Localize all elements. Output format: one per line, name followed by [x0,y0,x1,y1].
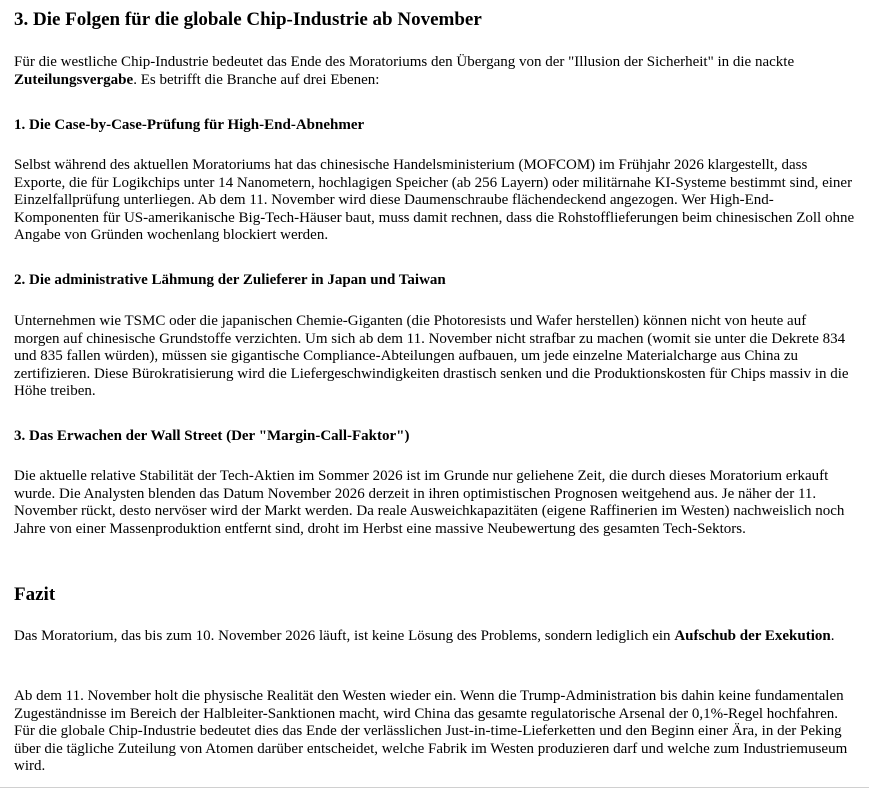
section-heading: 3. Die Folgen für die globale Chip-Industrie ab November [14,9,482,30]
intro-text-end: . Es betrifft die Branche auf drei Ebenen: [133,71,380,88]
fazit-heading: Fazit [14,584,56,605]
intro-bold-term: Zuteilungsvergabe [14,71,134,88]
subsection-paragraph-1: Selbst während des aktuellen Moratoriums hat das chinesische Handelsministerium (MOFCOM) im Frühjahr 2026 klargestellt, dass Exporte, die für Logikchips unter 14 Nanometern, hochlagigen Speicher (ab 256 Layern) oder militärnahe KI-Systeme bestimmt sind, einer Einzelfallprüfung unterliegen. Ab dem 11. November wird diese Daumenschraube flächendeckend angezogen. Wer High-End-Komponenten für US-amerikanische Big-Tech-Häuser baut, muss damit rechnen, dass die Rohstofflieferungen beim chinesischen Zoll ohne Angabe von Gründen wochenlang blockiert werden. [14,157,855,243]
fazit-text-end: . [830,628,835,644]
bottom-divider [0,787,869,788]
subsection-paragraph-2: Unternehmen wie TSMC oder die japanischen Chemie-Giganten (die Photoresists und Wafer herstellen) können nicht von heute auf morgen auf chinesische Grundstoffe verzichten. Um sich ab dem 11. November nicht strafbar zu machen (womit sie unter die Dekrete 834 und 835 fallen würden), müssen sie gigantische Compliance-Abteilungen aufbauen, um jede einzelne Materialcharge aus China zu zertifizieren. Diese Bürokratisierung wird die Liefergeschwindigkeiten drastisch senken und die Produktionskosten für Chips massiv in die Höhe treiben. [14,313,849,399]
intro-paragraph [14,54,855,89]
fazit-paragraph-1 [14,628,855,646]
subsection-heading-3: 3. Das Erwachen der Wall Street (Der "Margin-Call-Faktor") [14,428,410,444]
fazit-bold-term: Aufschub der Exekution [674,628,831,644]
fazit-paragraph-2: Ab dem 11. November holt die physische Realität den Westen wieder ein. Wenn die Trump-Administration bis dahin keine fundamentalen Zugeständnisse im Bereich der Halbleiter-Sanktionen macht, wird China das gesamte regulatorische Arsenal der 0,1%-Regel hochfahren. Für die globale Chip-Industrie bedeutet dies das Ende der verlässlichen Just-in-time-Lieferketten und den Beginn einer Ära, in der Peking über die tägliche Zuteilung von Atomen darüber entscheidet, welche Fabrik im Westen produzieren darf und welche zum Industriemuseum wird. [14,688,848,774]
subsection-heading-2: 2. Die administrative Lähmung der Zulieferer in Japan und Taiwan [14,272,446,288]
subsection-heading-1: 1. Die Case-by-Case-Prüfung für High-End-Abnehmer [14,117,365,133]
fazit-text-start: Das Moratorium, das bis zum 10. November 2026 läuft, ist keine Lösung des Problems, sondern lediglich ein [14,628,675,644]
intro-text-start: Für die westliche Chip-Industrie bedeutet das Ende des Moratoriums den Übergang von der "Illusion der Sicherheit" in die nackte [14,54,795,70]
subsection-paragraph-3: Die aktuelle relative Stabilität der Tech-Aktien im Sommer 2026 ist im Grunde nur geliehene Zeit, die durch dieses Moratorium erkauft wurde. Die Analysten blenden das Datum November 2026 derzeit in ihren optimistischen Prognosen weitgehend aus. Je näher der 11. November rückt, desto nervöser wird der Markt werden. Da reale Ausweichkapazitäten (eigene Raffinerien im Westen) nachweislich noch Jahre von einer Massenproduktion entfernt sind, droht im Herbst eine massive Neubewertung des gesamten Tech-Sektors. [14,468,845,537]
